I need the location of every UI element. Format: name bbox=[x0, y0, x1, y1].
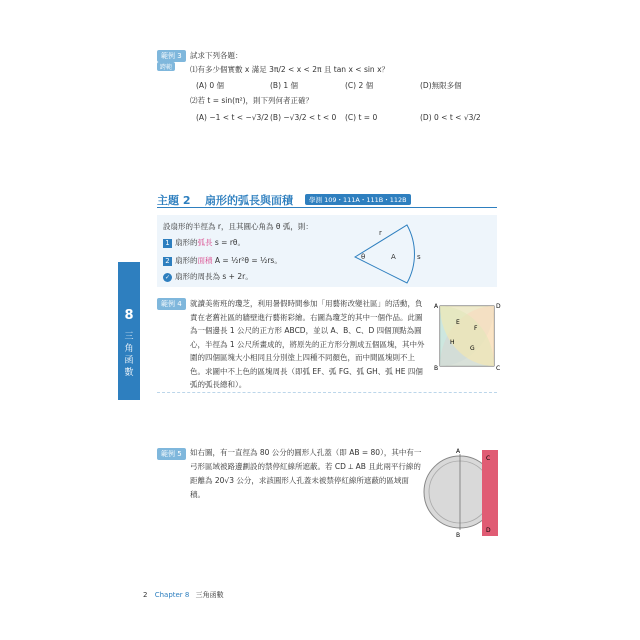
section-divider bbox=[157, 392, 497, 393]
chapter-sidebar bbox=[118, 262, 140, 400]
chapter-number: 8 bbox=[124, 308, 134, 323]
example3-q2: ⑵若 t = sin(π²)，則下列何者正確？ bbox=[190, 96, 313, 105]
example3-subtag: 跨範 bbox=[157, 62, 175, 71]
formula-perimeter: ✓ 扇形的周長為 s + 2r。 bbox=[164, 272, 253, 281]
example3-tag: 範例 3 bbox=[157, 50, 186, 62]
q1-option-c: (C) 2 個 bbox=[345, 81, 374, 90]
example3-prompt: 試求下列各題： bbox=[190, 51, 243, 60]
label-F: F bbox=[474, 325, 478, 332]
formula-box bbox=[157, 215, 497, 287]
label-B: B bbox=[434, 365, 439, 372]
chapter-title: 三角函數 bbox=[124, 332, 134, 378]
example5-tag: 範例 5 bbox=[157, 448, 186, 460]
exam-tag: 學測 109・111A・111B・112B bbox=[305, 194, 411, 205]
label-C: C bbox=[496, 365, 501, 372]
label-r: r bbox=[379, 229, 382, 237]
square-arc-figure bbox=[436, 300, 500, 372]
label-G: G bbox=[470, 345, 475, 352]
example4-text: 就讀美術班的瓊芝，利用暑假時間參加「用藝術改變社區」的活動，負責在老舊社區的牆壁進行藝術彩繪。右圖為瓊芝的其中一個作品。此圖為一個邊長 1 公尺的正方形 ABCD，並以 A、B、C、D 四個頂點為圓心，半徑為 1 公尺所畫成的，將原先的正方形分割成五個區塊，其中外圍的四個區塊大小相同且分別塗上四種不同顏色，而中間區塊則不上色。求圖中不上色的區塊周長（即弧 EF、弧 FG、弧 GH、弧 HE 四個弧的弧長總和）。 bbox=[190, 299, 425, 389]
label-s: s bbox=[417, 253, 421, 261]
example4-tag: 範例 4 bbox=[157, 298, 186, 310]
label-A: A bbox=[456, 448, 461, 455]
page-number: 2 bbox=[143, 591, 148, 599]
note-icon: ✓ bbox=[164, 274, 171, 281]
item-number: 1 bbox=[163, 239, 172, 248]
manhole-figure bbox=[420, 446, 502, 538]
sector-figure bbox=[347, 219, 437, 285]
example5-text: 如右圖，有一直徑為 80 公分的圓形人孔蓋（即 AB = 80），其中有一弓形區域被路邊劃設的禁停紅線所遮蔽。若 CD ⟂ AB 且此兩平行線的距離為 20√3 公分，求該圓形人孔蓋未被禁停紅線所遮蔽的區域面積。 bbox=[190, 448, 422, 499]
label-A: A bbox=[434, 303, 439, 310]
formula-area: 2 扇形的面積 A = ½r²θ = ½rs。 bbox=[163, 255, 282, 267]
q2-option-d: (D) 0 < t < √3/2 bbox=[420, 113, 481, 122]
formula-arc-length: 1 扇形的弧長 s = rθ。 bbox=[163, 237, 245, 249]
q2-option-b: (B) −√3/2 < t < 0 bbox=[270, 113, 337, 122]
label-theta: θ bbox=[361, 253, 366, 261]
footer-chapter: Chapter 8 bbox=[154, 591, 190, 599]
topic-divider bbox=[157, 207, 497, 208]
label-E: E bbox=[456, 319, 460, 326]
q1-option-a: (A) 0 個 bbox=[196, 81, 225, 90]
label-D: D bbox=[496, 303, 501, 310]
label-B: B bbox=[456, 532, 461, 539]
footer-title: 三角函數 bbox=[195, 591, 224, 599]
label-D: D bbox=[486, 527, 491, 534]
footer bbox=[143, 590, 224, 600]
example3-q1: ⑴有多少個實數 x 滿足 3π/2 < x < 2π 且 tan x < sin x？ bbox=[190, 65, 390, 74]
label-C: C bbox=[486, 455, 491, 462]
formula-intro: 設扇形的半徑為 r，且其圓心角為 θ 弧，則： bbox=[163, 222, 313, 231]
topic-label: 主題 2 bbox=[157, 194, 191, 207]
item-number: 2 bbox=[163, 257, 172, 266]
topic-title: 扇形的弧長與面積 bbox=[205, 194, 293, 207]
label-A: A bbox=[391, 253, 396, 261]
q2-option-a: (A) −1 < t < −√3/2 bbox=[196, 113, 269, 122]
q1-option-d: (D)無限多個 bbox=[420, 81, 462, 90]
q2-option-c: (C) t = 0 bbox=[345, 113, 378, 122]
q1-option-b: (B) 1 個 bbox=[270, 81, 299, 90]
label-H: H bbox=[450, 339, 455, 346]
